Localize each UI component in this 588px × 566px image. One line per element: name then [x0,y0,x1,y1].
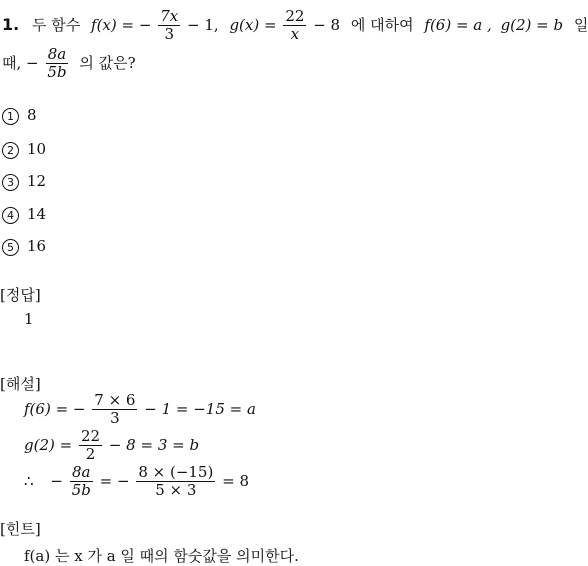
solution-line2-denominator: 2 [85,445,96,464]
solution-line3-numerator-1: 8a [72,463,91,481]
question-line-1 [2,8,588,44]
solution-line2-numerator: 22 [80,427,101,445]
choice-2[interactable] [2,140,46,159]
solution-line3-fraction-2 [136,464,215,500]
g-fraction-numerator: 22 [285,7,305,25]
choice-2-value: 10 [27,140,47,158]
answer-value: 1 [24,310,34,328]
question-middle-text: 에 대하여 [350,15,414,34]
solution-line-1 [24,392,256,428]
f-definition-right: − 1, [187,15,219,34]
choice-4-mark: 4 [2,207,19,224]
g-fraction-denominator: x [290,25,300,44]
question-line2-start: 때, [2,53,22,72]
ask-fraction-denominator: 5b [47,63,67,82]
choice-2-mark: 2 [2,142,19,159]
g-definition-right: − 8 [313,15,341,34]
choice-1-value: 8 [27,106,37,124]
condition-f6: f(6) = a , [424,15,492,34]
f-fraction-numerator: 7x [160,7,179,25]
choice-4-value: 14 [27,205,47,223]
solution-line1-denominator: 3 [110,409,120,428]
question-end-text: 의 값은? [79,53,136,72]
solution-line2-right: − 8 = 3 = b [108,435,200,454]
ask-fraction [45,46,68,82]
solution-line-3 [24,464,249,500]
choice-5-mark: 5 [2,239,19,256]
answer-label: [정답] [0,286,41,304]
f-fraction-denominator: 3 [164,25,174,44]
f-definition-left: f(x) = − [91,15,152,34]
g-definition-left: g(x) = [229,15,277,34]
choice-1[interactable] [2,106,37,125]
question-line1-end: 일 [573,15,588,34]
solution-line3-fraction-1 [70,464,93,500]
choice-1-mark: 1 [2,108,19,125]
solution-line3-denominator-2: 5 × 3 [155,481,197,500]
choice-3[interactable] [2,172,46,191]
question-intro: 두 함수 [32,15,81,34]
solution-line-2 [24,428,199,464]
solution-line1-fraction [92,392,137,428]
choice-5-value: 16 [27,237,47,255]
solution-label: [해설] [0,375,41,393]
solution-line3-numerator-2: 8 × (−15) [138,463,214,481]
question-number: 1. [2,14,20,34]
solution-line3-denominator-1: 5b [71,481,91,500]
solution-line1-numerator: 7 × 6 [94,391,136,409]
hint-text: f(a) 는 x 가 a 일 때의 함숫값을 의미한다. [24,547,299,565]
choice-4[interactable] [2,205,46,224]
therefore-symbol: ∴ [24,471,34,490]
g-fraction [283,8,306,44]
ask-negative: − [26,53,39,72]
question-line-2 [2,46,136,82]
choice-3-value: 12 [27,172,47,190]
solution-line2-fraction [79,428,102,464]
condition-g2: g(2) = b [500,15,564,34]
choice-3-mark: 3 [2,174,19,191]
solution-line3-eq: = − [99,471,130,490]
solution-line1-left: f(6) = − [24,399,86,418]
hint-label: [힌트] [0,520,41,538]
f-fraction [158,8,180,44]
choice-5[interactable] [2,237,46,256]
solution-line2-left: g(2) = [24,435,73,454]
solution-line1-right: − 1 = −15 = a [144,399,256,418]
solution-line3-right: = 8 [222,471,249,490]
solution-line3-neg: − [50,471,63,490]
ask-fraction-numerator: 8a [47,45,67,63]
